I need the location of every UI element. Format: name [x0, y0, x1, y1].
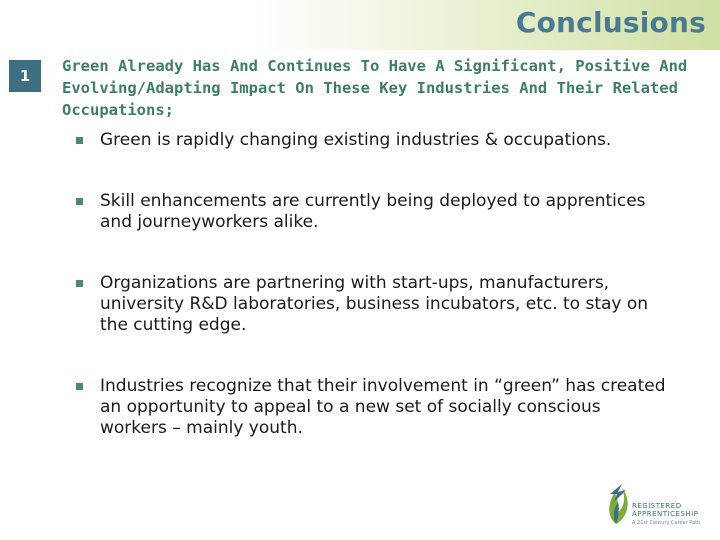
bullet-text: Skill enhancements are currently being deployed to apprentices and journeyworkers alike. — [100, 191, 646, 232]
logo-tagline: A 21st Century Career Path — [632, 520, 701, 526]
square-bullet-icon — [76, 137, 83, 144]
section-number-badge: 1 — [9, 60, 41, 92]
bullet-item — [76, 376, 666, 439]
slide-title: Conclusions — [515, 6, 706, 39]
bullet-item — [76, 191, 666, 233]
bullet-item — [76, 273, 666, 336]
bullet-text: Green is rapidly changing existing industries & occupations. — [100, 130, 612, 150]
logo-line-1: REGISTERED — [632, 502, 682, 510]
square-bullet-icon — [76, 198, 83, 205]
bullet-text: Industries recognize that their involvement in “green” has created an opportunity to appeal to a new set of socially conscious workers – mainly youth. — [100, 376, 666, 438]
bullet-list — [76, 130, 666, 439]
slide-headline: Green Already Has And Continues To Have A Significant, Positive And Evolving/Adapting Impact On These Key Industries And Their Related Occupations; — [62, 57, 688, 119]
square-bullet-icon — [76, 383, 83, 390]
logo-line-2: APPRENTICESHIP — [632, 510, 699, 518]
square-bullet-icon — [76, 280, 83, 287]
flame-leaf-icon — [600, 480, 632, 528]
registered-apprenticeship-logo — [598, 480, 708, 530]
bullet-item — [76, 130, 666, 151]
bullet-text: Organizations are partnering with start-ups, manufacturers, university R&D laboratories, business incubators, etc. to stay on the cutting edge. — [100, 273, 649, 335]
